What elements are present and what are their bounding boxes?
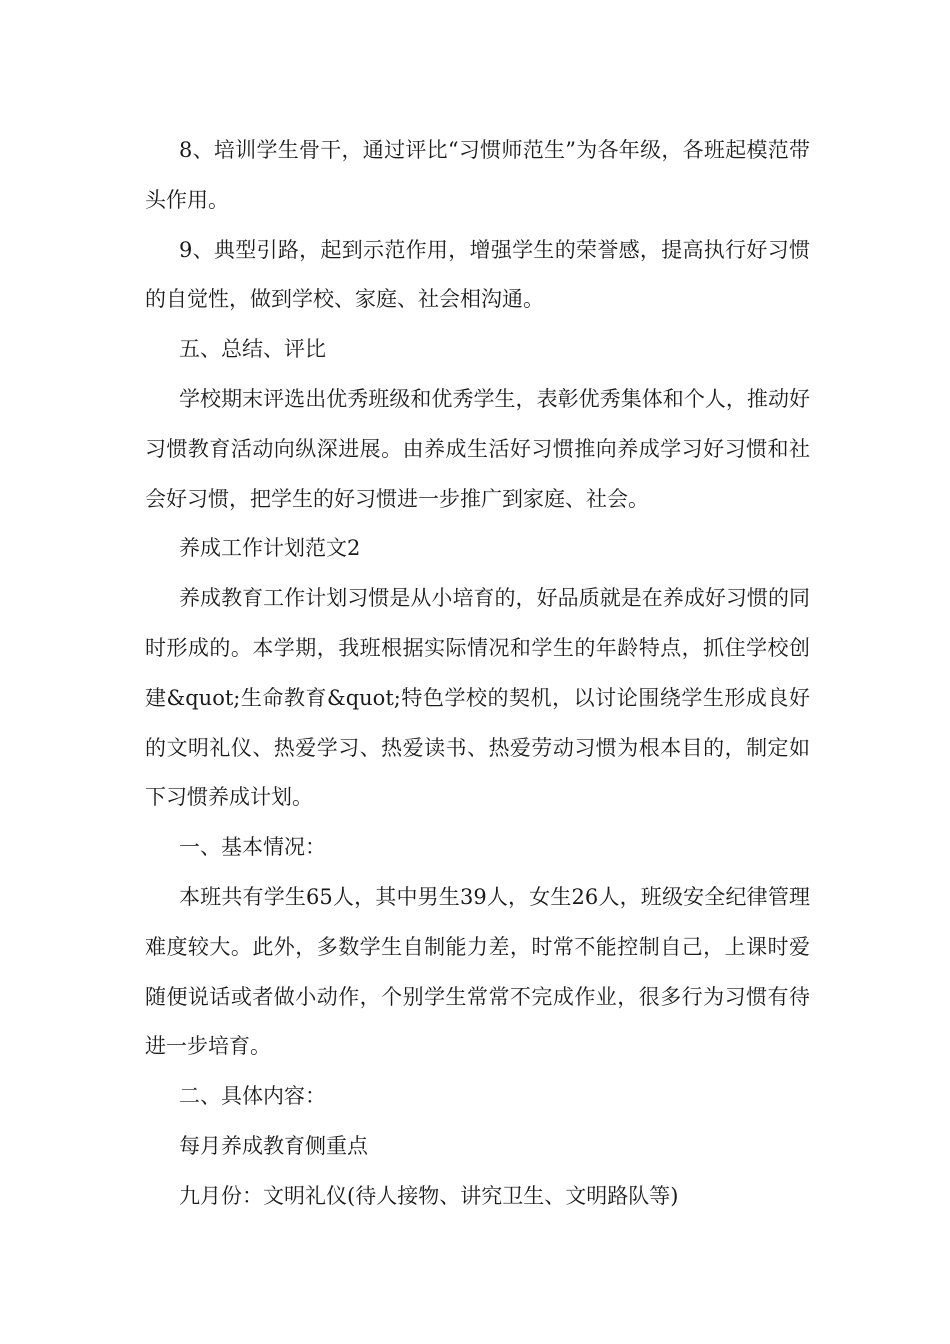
section-heading-monthly: 每月养成教育侧重点 (179, 1133, 368, 1158)
paragraph-intro: 养成教育工作计划习惯是从小培育的，好品质就是在养成好习惯的同时形成的。本学期，我班根据实际情况和学生的年龄特点，抓住学校创建&quot;生命教育&quot;特色学校的契机，以讨论围绕学生形成良好的文明礼仪、热爱学习、热爱读书、热爱劳动习惯为根本目的，制定如下习惯养成计划。 (145, 586, 810, 810)
paragraph-basic-info: 本班共有学生65人，其中男生39人，女生26人，班级安全纪律管理难度较大。此外，多数学生自制能力差，时常不能控制自己，上课时爱随便说话或者做小动作，个别学生常常不完成作业，很多行为习惯有待进一步培育。 (145, 884, 810, 1059)
section-heading-content: 二、具体内容： (179, 1084, 326, 1109)
paragraph-item-9: 9、典型引路，起到示范作用，增强学生的荣誉感，提高执行好习惯的自觉性，做到学校、家庭、社会相沟通。 (145, 237, 810, 312)
paragraph-september: 九月份：文明礼仪(待人接物、讲究卫生、文明路队等) (179, 1183, 679, 1208)
section-heading-summary: 五、总结、评比 (179, 337, 326, 362)
paragraph-item-8: 8、培训学生骨干，通过评比“习惯师范生”为各年级，各班起模范带头作用。 (145, 138, 810, 212)
document-body (145, 126, 810, 1222)
paragraph-summary: 学校期末评选出优秀班级和优秀学生，表彰优秀集体和个人，推动好习惯教育活动向纵深进展。由养成生活好习惯推向养成学习好习惯和社会好习惯，把学生的好习惯进一步推广到家庭、社会。 (145, 386, 810, 511)
section-heading-sample-2: 养成工作计划范文2 (179, 536, 361, 561)
section-heading-basic: 一、基本情况： (179, 835, 326, 860)
